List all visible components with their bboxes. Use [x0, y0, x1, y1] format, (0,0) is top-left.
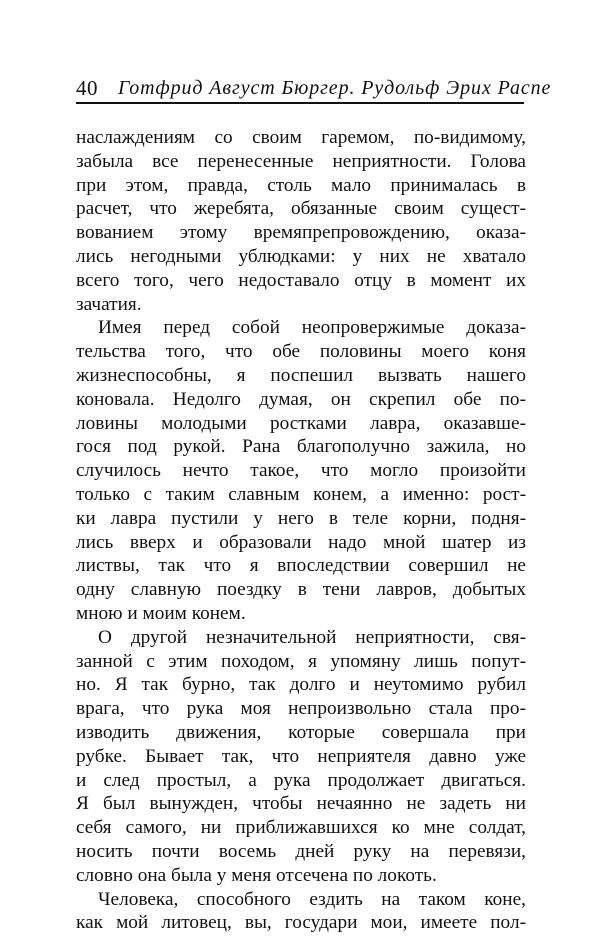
- paragraph-3: [76, 626, 526, 888]
- text-line: лись вверх и образовали надо мной шатер из: [76, 531, 526, 553]
- text-line: ки лавра пустили у него в теле корни, подня-: [76, 507, 526, 529]
- text-line: вованием этому времяпрепровождению, оказа-: [76, 222, 526, 244]
- text-line: одну славную поездку в тени лавров, добытых: [76, 579, 526, 601]
- text-line: Имея перед собой неопровержимые доказа-: [98, 317, 526, 339]
- text-line: Я был вынужден, чтобы нечаянно не задеть ни: [76, 793, 526, 815]
- text-line: случилось нечто такое, что могло произойти: [76, 460, 526, 482]
- text-line: лись негодными ублюдками: у них не хватало: [76, 245, 526, 267]
- paragraph-1: [76, 126, 526, 316]
- text-line: наслаждениям со своим гаремом, по-видимому,: [76, 127, 526, 148]
- text-line: и след простыл, а рука продолжает двигаться.: [76, 769, 526, 791]
- text-line: словно она была у меня отсечена по локоть.: [76, 864, 437, 886]
- text-line: носить почти восемь дней руку на перевязи,: [76, 840, 526, 862]
- text-line: О другой незначительной неприятности, свя-: [98, 626, 526, 648]
- page-number: 40: [76, 76, 98, 100]
- running-head: [76, 72, 552, 104]
- text-line: врага, что рука моя непроизвольно стала про-: [76, 698, 526, 720]
- text-line: мною и моим конем.: [76, 602, 246, 624]
- text-line: жизнеспособны, я поспешил вызвать нашего: [76, 364, 526, 386]
- text-line: изводить движения, которые совершала при: [76, 721, 526, 743]
- text-line: Человека, способного ездить на таком коне,: [98, 888, 526, 910]
- text-line: как мой литовец, вы, государи мои, имеете пол-: [76, 912, 526, 934]
- text-line: зачатия.: [76, 293, 142, 315]
- text-line: только с таким славным конем, а именно: рост-: [76, 483, 526, 505]
- text-line: тельства того, что обе половины моего коня: [76, 341, 526, 363]
- paragraph-4: [76, 888, 526, 936]
- running-title: Готфрид Август Бюргер. Рудольф Эрих Распе: [118, 77, 552, 99]
- paragraph-2: [76, 316, 526, 625]
- text-line: занной с этим походом, я упомяну лишь попут-: [76, 650, 526, 672]
- text-line: при этом, правда, столь мало принималась в: [76, 174, 526, 196]
- text-line: забыла все перенесенные неприятности. Голова: [76, 150, 526, 172]
- text-line: листвы, так что я впоследствии совершил не: [76, 555, 526, 577]
- body-text: [76, 126, 526, 935]
- text-line: всего того, чего недоставало отцу в момент их: [76, 269, 526, 291]
- text-line: рубке. Бывает так, что неприятеля давно уже: [76, 745, 526, 767]
- text-line: коновала. Недолго думая, он скрепил обе по-: [76, 388, 526, 410]
- text-line: себя самого, ни приближавшихся ко мне солдат,: [76, 817, 526, 839]
- text-line: расчет, что жеребята, обязанные своим сущест-: [76, 198, 526, 220]
- text-line: ловины молодыми ростками лавра, оказавше-: [76, 412, 526, 434]
- text-line: гося под рукой. Рана благополучно зажила, но: [76, 436, 526, 458]
- text-line: но. Я так бурно, так долго и неутомимо рубил: [76, 674, 526, 696]
